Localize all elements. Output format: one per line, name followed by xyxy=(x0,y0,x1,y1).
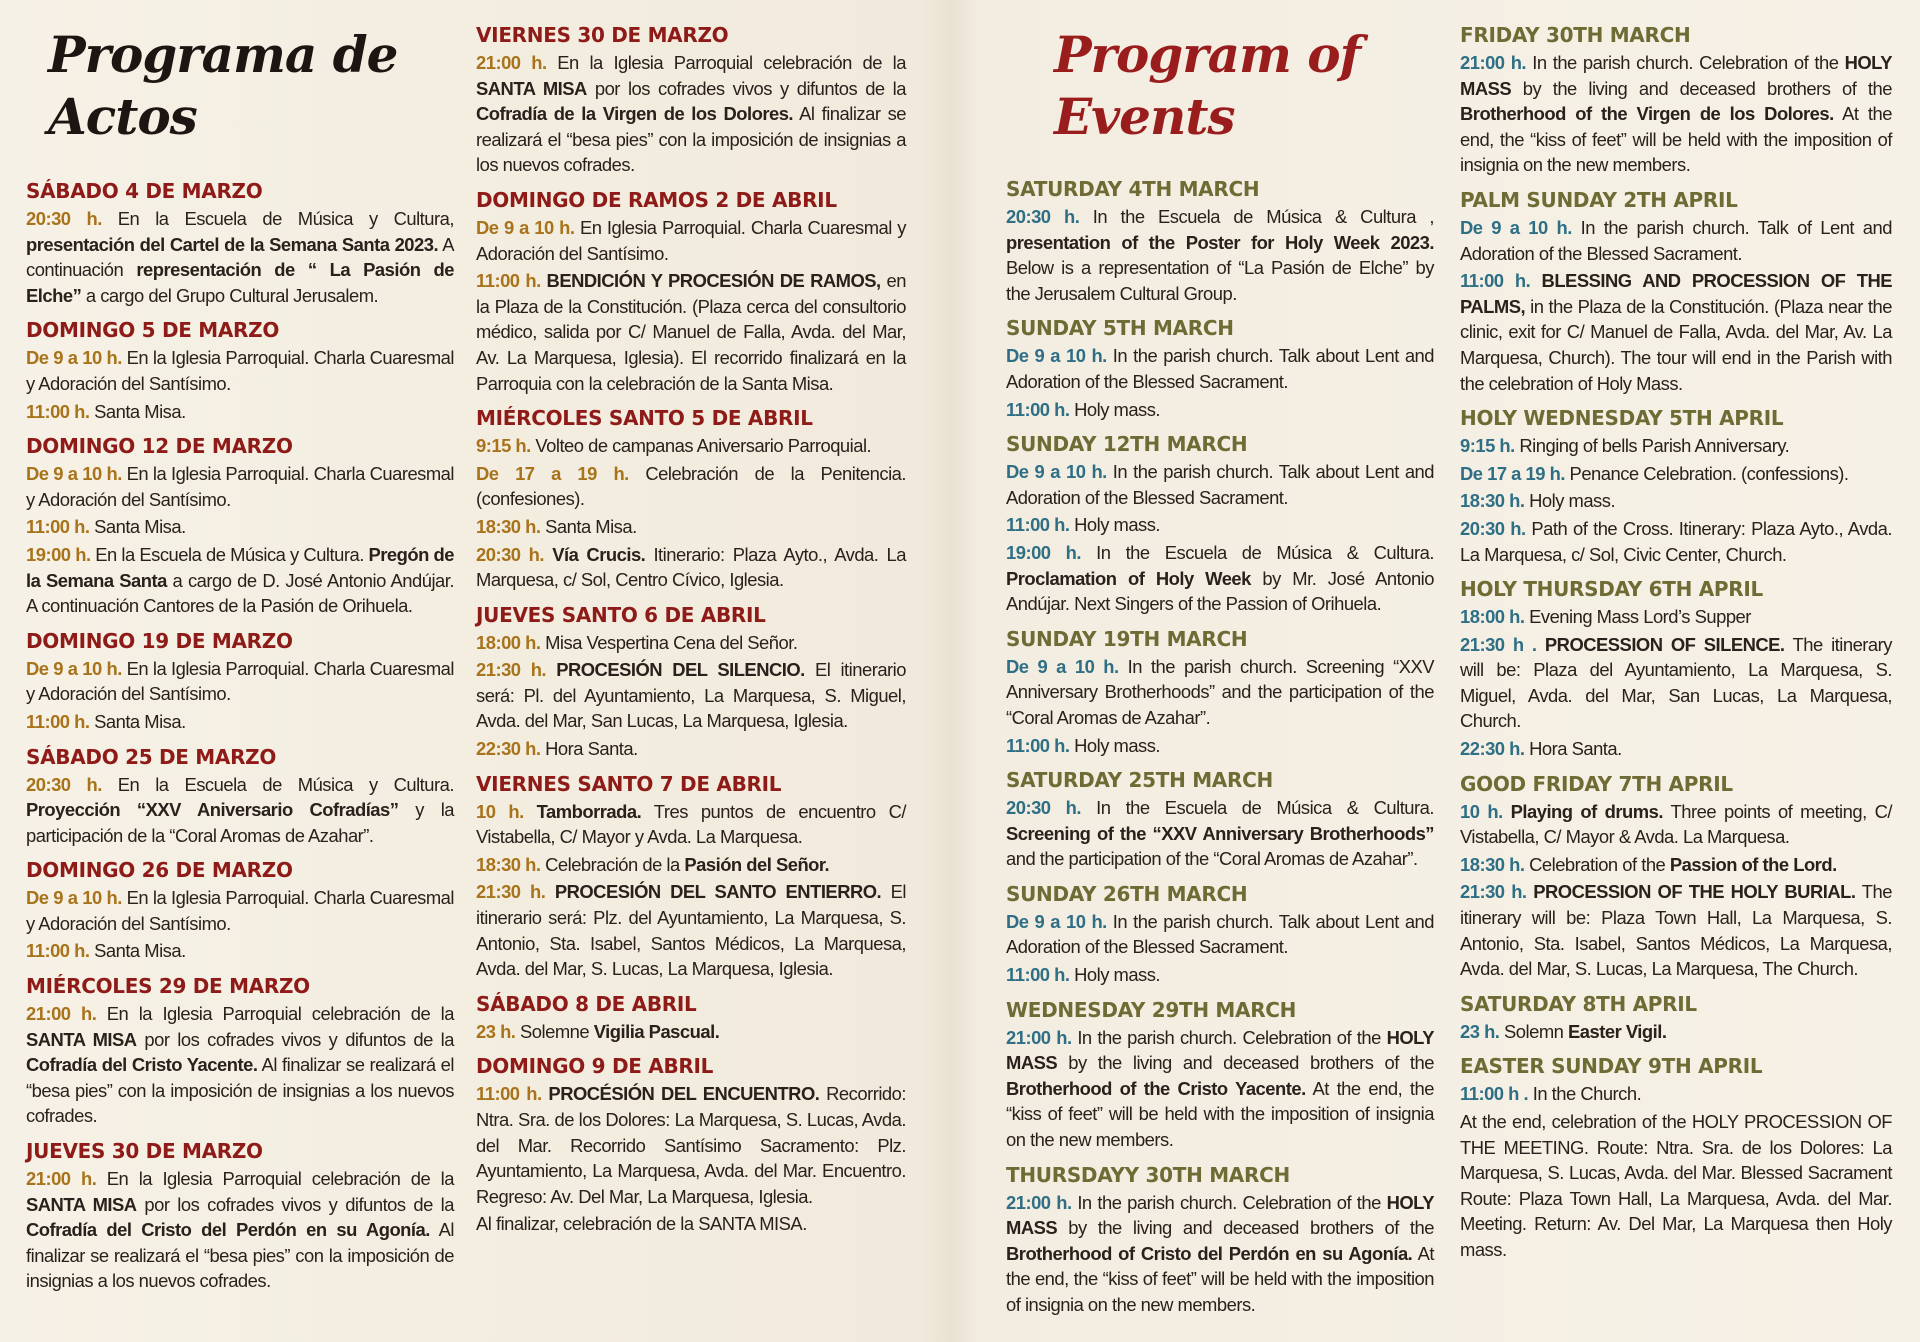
event-text: por los cofrades vivos y difuntos de la xyxy=(586,77,906,99)
event-text: a cargo del Grupo Cultural Jerusalem. xyxy=(81,284,379,306)
event-item xyxy=(476,879,906,981)
event-time: 21:30 h. xyxy=(1460,881,1527,903)
event-item xyxy=(26,938,454,964)
event-time: 20:30 h. xyxy=(1006,206,1080,227)
event-highlight-text: HOLY MASS xyxy=(1460,52,1892,99)
event-highlight-text: PROCESIÓN DEL SILENCIO. xyxy=(556,659,805,681)
event-time: 20:30 h. xyxy=(26,773,102,795)
event-block xyxy=(476,187,906,396)
event-item xyxy=(1460,215,1892,266)
event-time: 19:00 h. xyxy=(26,543,91,565)
spanish-title: Programa de Actos xyxy=(48,25,398,146)
event-item xyxy=(476,50,906,178)
event-item xyxy=(26,206,454,308)
event-item xyxy=(1460,604,1892,630)
event-text: Below is a representation of “La Pasión de Elche” by the Jerusalem Cultural Group. xyxy=(1006,257,1434,304)
event-day-heading: SATURDAY 8TH APRIL xyxy=(1460,991,1697,1016)
event-time: 11:00 h. xyxy=(26,400,90,422)
event-item xyxy=(1006,343,1434,394)
event-text: At the end, the “kiss of feet” will be held with the imposition of insignia on the new members. xyxy=(1460,103,1892,176)
event-item xyxy=(26,399,454,425)
event-time: 9:15 h. xyxy=(476,435,531,457)
event-highlight-text: Easter Vigil. xyxy=(1568,1020,1667,1042)
event-highlight-text: BENDICIÓN Y PROCESIÓN DE RAMOS, xyxy=(546,270,881,292)
event-time: 11:00 h. xyxy=(26,940,90,962)
event-item xyxy=(476,542,906,593)
event-text: In the Escuela de Música & Cultura. xyxy=(1081,797,1434,819)
event-text: The itinerary will be: Plaza del Ayuntamiento, La Marquesa, S. Miguel, Avda. del Mar, San Lucas, La Marquesa, Church. xyxy=(1460,633,1892,732)
event-text: Santa Misa. xyxy=(89,710,186,732)
event-highlight-text: Pregón de la Semana Santa xyxy=(26,543,454,591)
event-text: At the end, celebration of the HOLY PROCESSION OF THE MEETING. Route: Ntra. Sra. de los Dolores: La Marquesa, S. Lucas, Avda. del Mar. Blessed Sacrament Route: Plaza Town Hall, La Marquesa, Avda. del Mar. Meeting. Return: Av. Del Mar, La Marquesa then Holy mass. xyxy=(1460,1111,1892,1260)
event-text: En la Escuela de Música y Cultura. xyxy=(101,773,454,795)
event-highlight-text: Vigilia Pascual. xyxy=(593,1020,720,1042)
event-block xyxy=(1006,176,1434,306)
event-block xyxy=(26,433,454,619)
event-time: 18:00 h. xyxy=(476,631,541,653)
event-item xyxy=(26,1001,454,1129)
event-time: De 9 a 10 h. xyxy=(26,347,122,369)
event-day-heading: JUEVES 30 DE MARZO xyxy=(26,1139,263,1164)
event-time: 18:30 h. xyxy=(476,515,541,537)
event-item xyxy=(1460,736,1892,762)
event-highlight-text: PROCESSION OF SILENCE. xyxy=(1544,633,1785,655)
event-text: En la Iglesia Parroquial. Charla Cuaresmal y Adoración del Santísimo. xyxy=(26,347,454,394)
event-time: De 9 a 10 h. xyxy=(26,657,122,679)
event-day-heading: SUNDAY 26TH MARCH xyxy=(1006,881,1248,906)
event-text: a cargo de D. José Antonio Andújar. A continuación Cantores de la Pasión de Orihuela. xyxy=(26,569,454,617)
event-text: Three points of meeting, C/ Vistabella, C/ Mayor & Avda. La Marquesa. xyxy=(1460,800,1892,848)
event-text: At the end, the “kiss of feet” will be held with the imposition of insignia on the new members. xyxy=(1006,1242,1434,1315)
event-highlight-text: BLESSING AND PROCESSION OF THE PALMS, xyxy=(1460,270,1892,317)
event-block xyxy=(1006,767,1434,872)
event-text xyxy=(1537,634,1545,655)
event-time: De 9 a 10 h. xyxy=(26,887,122,909)
event-item xyxy=(26,461,454,512)
event-block xyxy=(1460,22,1892,178)
event-text: Celebration of the xyxy=(1524,853,1670,875)
event-highlight-text: Pasión del Señor. xyxy=(684,853,830,875)
english-column-2 xyxy=(1460,22,1892,1272)
english-title: Program of Events xyxy=(1054,25,1361,146)
event-item xyxy=(476,1081,906,1209)
event-text: por los cofrades vivos y difuntos de la xyxy=(136,1193,454,1215)
event-time: 11:00 h. xyxy=(476,1083,542,1105)
event-text: Holy mass. xyxy=(1069,514,1161,536)
event-time: 18:30 h. xyxy=(1460,490,1525,512)
event-text: In the parish church. Celebration of the xyxy=(1071,1191,1387,1213)
event-time: 11:00 h. xyxy=(26,710,90,732)
event-text: El itinerario será: Pl. del Ayuntamiento, La Marquesa, S. Miguel, Avda. del Mar, San Lucas, La Marquesa, Iglesia. xyxy=(476,659,906,732)
event-item xyxy=(1460,488,1892,514)
event-highlight-text: HOLY MASS xyxy=(1006,1026,1434,1074)
event-highlight-text: Cofradía de la Virgen de los Dolores. xyxy=(476,103,794,125)
event-text: by the living and deceased brothers of the xyxy=(1057,1217,1434,1239)
event-text: Celebración de la Penitencia. (confesiones). xyxy=(476,462,906,510)
event-block xyxy=(26,317,454,424)
event-item xyxy=(1460,1019,1892,1045)
event-block xyxy=(1006,1162,1434,1318)
event-text: Al finalizar se realizará el “besa pies” con la imposición de insignias a los nuevos cofrades. xyxy=(26,1054,454,1127)
event-day-heading: SUNDAY 12TH MARCH xyxy=(1006,432,1248,457)
event-text: y la participación de la “Coral Aromas de Azahar”. xyxy=(26,799,455,846)
event-text: El itinerario será: Plz. del Ayuntamiento, La Marquesa, S. Antonio, Sta. Isabel, Santos Médicos, La Marquesa, Avda. del Mar, S. Lucas, La Marquesa, Iglesia. xyxy=(476,881,906,980)
event-time: De 9 a 10 h. xyxy=(1006,910,1107,932)
event-time: 19:00 h. xyxy=(1006,541,1081,563)
event-time: 9:15 h. xyxy=(1460,435,1515,457)
event-item xyxy=(26,772,454,849)
event-text: En la Iglesia Parroquial. Charla Cuaresmal y Adoración del Santísimo. xyxy=(26,463,454,510)
event-text: by the living and deceased brothers of the xyxy=(1511,77,1892,99)
event-block xyxy=(1006,997,1434,1153)
event-text: At the end, the “kiss of feet” will be held with the imposition of insignia on the new members. xyxy=(1006,1077,1434,1151)
event-item xyxy=(26,885,454,936)
event-text: In the parish church. Talk about Lent and Adoration of the Blessed Sacrament. xyxy=(1006,345,1435,392)
event-item xyxy=(476,514,906,540)
event-item xyxy=(1460,461,1892,487)
event-text: Evening Mass Lord’s Supper xyxy=(1524,606,1751,628)
event-time: De 9 a 10 h. xyxy=(1006,461,1107,483)
event-item xyxy=(476,461,906,512)
event-item xyxy=(1460,1081,1892,1107)
event-block xyxy=(476,991,906,1045)
event-item xyxy=(1006,459,1434,510)
event-block xyxy=(1006,626,1434,758)
event-time: 18:30 h. xyxy=(1460,853,1525,875)
event-time: De 9 a 10 h. xyxy=(1460,216,1572,238)
event-text: In the Church. xyxy=(1528,1083,1642,1105)
event-item xyxy=(1006,512,1434,538)
event-item xyxy=(1006,204,1434,306)
event-text: Santa Misa. xyxy=(89,940,186,962)
event-item xyxy=(1460,50,1892,178)
event-text: Path of the Cross. Itinerary: Plaza Ayto., Avda. La Marquesa, c/ Sol, Civic Center, Church. xyxy=(1460,517,1892,565)
event-time: 11:00 h. xyxy=(476,270,541,292)
event-text: Penance Celebration. (confessions). xyxy=(1564,462,1849,484)
event-highlight-text: PROCESIÓN DEL SANTO ENTIERRO. xyxy=(554,881,882,903)
event-day-heading: SUNDAY 5TH MARCH xyxy=(1006,316,1234,341)
event-text: En Iglesia Parroquial. Charla Cuaresmal y Adoración del Santísimo. xyxy=(476,216,907,264)
event-text: En la Escuela de Música y Cultura, xyxy=(101,208,454,229)
event-item xyxy=(1006,962,1434,988)
event-time: 23 h. xyxy=(476,1020,516,1042)
event-time: 21:30 h . xyxy=(1460,633,1537,655)
event-time: 21:30 h. xyxy=(476,881,546,903)
event-text: por los cofrades vivos y difuntos de la xyxy=(136,1028,454,1050)
event-item xyxy=(1460,1109,1892,1263)
event-day-heading: EASTER SUNDAY 9TH APRIL xyxy=(1460,1054,1763,1079)
event-item xyxy=(476,736,906,762)
event-time: 23 h. xyxy=(1460,1020,1500,1042)
event-time: 21:00 h. xyxy=(26,1168,97,1190)
event-text: Holy mass. xyxy=(1069,964,1161,986)
event-item xyxy=(1006,1190,1434,1318)
event-time: 21:00 h. xyxy=(1460,52,1527,73)
event-time: De 17 a 19 h. xyxy=(1460,462,1565,484)
event-time: 22:30 h. xyxy=(476,738,541,760)
event-text: Holy mass. xyxy=(1069,398,1161,420)
event-item xyxy=(1460,268,1892,396)
event-day-heading: DOMINGO DE RAMOS 2 DE ABRIL xyxy=(476,187,837,212)
event-day-heading: HOLY THURSDAY 6TH APRIL xyxy=(1460,577,1763,602)
event-time: 11:00 h. xyxy=(1006,734,1070,756)
event-time: 18:00 h. xyxy=(1460,606,1525,628)
event-text: in the Plaza de la Constitución. (Plaza near the clinic, exit for C/ Manuel de Falla, Avda. del Mar, Av. La Marquesa, Church). The tour will end in the Parish with the celebration of Holy Mass. xyxy=(1460,295,1892,394)
event-item xyxy=(1460,799,1892,850)
event-item xyxy=(26,656,454,707)
event-text xyxy=(1503,801,1511,822)
event-item xyxy=(26,709,454,735)
event-text: En la Iglesia Parroquial. Charla Cuaresmal y Adoración del Santísimo. xyxy=(26,887,454,934)
event-time: 21:30 h. xyxy=(476,659,547,681)
event-item xyxy=(476,799,906,850)
event-highlight-text: Cofradía del Cristo Yacente. xyxy=(26,1054,258,1076)
event-item xyxy=(1460,632,1892,734)
event-highlight-text: presentation of the Poster for Holy Week 2023. xyxy=(1006,231,1434,253)
event-block xyxy=(1460,187,1892,396)
event-item xyxy=(26,345,454,396)
event-item xyxy=(1460,852,1892,878)
event-highlight-text: PROCESSION OF THE HOLY BURIAL. xyxy=(1533,881,1856,903)
event-block xyxy=(1006,881,1434,988)
event-item xyxy=(26,1166,454,1294)
event-day-heading: FRIDAY 30TH MARCH xyxy=(1460,23,1691,47)
event-time: 20:30 h. xyxy=(1460,517,1526,539)
event-day-heading: THURSDAYY 30TH MARCH xyxy=(1006,1162,1290,1187)
event-time: 11:00 h. xyxy=(1006,398,1070,420)
event-day-heading: DOMINGO 5 DE MARZO xyxy=(26,318,280,343)
event-item xyxy=(476,215,906,266)
event-time: 21:00 h. xyxy=(1006,1191,1072,1213)
event-text: Solemne xyxy=(515,1020,594,1042)
event-text xyxy=(524,801,537,822)
event-item xyxy=(1006,1025,1434,1153)
event-block xyxy=(476,602,906,762)
event-time: De 17 a 19 h. xyxy=(476,462,629,484)
event-text: Celebración de la xyxy=(540,853,685,875)
event-text: Itinerario: Plaza Ayto., Avda. La Marquesa, c/ Sol, Centro Cívico, Iglesia. xyxy=(476,543,906,591)
event-text: Hora Santa. xyxy=(540,738,638,760)
event-time: 20:30 h. xyxy=(26,208,102,229)
event-day-heading: PALM SUNDAY 2TH APRIL xyxy=(1460,187,1738,212)
event-item xyxy=(476,852,906,878)
event-text xyxy=(546,659,556,680)
event-block xyxy=(476,405,906,593)
event-day-heading: JUEVES SANTO 6 DE ABRIL xyxy=(476,602,766,627)
event-highlight-text: Proclamation of Holy Week xyxy=(1006,567,1251,589)
event-block xyxy=(1006,431,1434,617)
event-time: 22:30 h. xyxy=(1460,738,1525,760)
event-item xyxy=(476,657,906,734)
event-time: 11:00 h . xyxy=(1460,1083,1529,1105)
event-highlight-text: PROCÉSIÓN DEL ENCUENTRO. xyxy=(548,1083,820,1105)
event-text: Tres puntos de encuentro C/ Vistabella, C/ Mayor y Avda. La Marquesa. xyxy=(476,800,906,848)
event-block xyxy=(1460,771,1892,982)
event-text: Holy mass. xyxy=(1069,734,1161,756)
event-text: Al finalizar, celebración de la SANTA MISA. xyxy=(476,1213,807,1235)
event-text: Misa Vespertina Cena del Señor. xyxy=(540,631,798,653)
event-block xyxy=(476,22,906,178)
event-item xyxy=(476,433,906,459)
event-time: 18:30 h. xyxy=(476,853,541,875)
event-item xyxy=(476,1019,906,1045)
event-highlight-text: SANTA MISA xyxy=(26,1193,137,1215)
event-day-heading: MIÉRCOLES 29 DE MARZO xyxy=(26,974,310,999)
event-block xyxy=(26,857,454,964)
event-day-heading: HOLY WEDNESDAY 5TH APRIL xyxy=(1460,406,1784,431)
event-item xyxy=(1460,516,1892,567)
event-text: In the parish church. Talk about Lent and Adoration of the Blessed Sacrament. xyxy=(1006,461,1435,508)
event-day-heading: DOMINGO 26 DE MARZO xyxy=(26,858,293,883)
event-block xyxy=(1460,405,1892,567)
event-text: The itinerary will be: Plaza Town Hall, La Marquesa, S. Antonio, Sta. Isabel, Santos Médicos, La Marquesa, Avda. del Mar, S. Lucas, La Marquesa, The Church. xyxy=(1460,881,1892,980)
event-highlight-text: presentación del Cartel de la Semana Santa 2023. xyxy=(26,233,439,255)
event-item xyxy=(1006,733,1434,759)
event-text: A continuación xyxy=(26,233,454,281)
event-time: 20:30 h. xyxy=(1006,797,1081,819)
event-time: 21:00 h. xyxy=(476,52,547,73)
event-text xyxy=(545,881,554,902)
event-highlight-text: Brotherhood of Cristo del Perdón en su Agonía. xyxy=(1006,1242,1413,1264)
event-day-heading: VIERNES 30 DE MARZO xyxy=(476,23,729,47)
event-block xyxy=(26,1138,454,1294)
event-text: In the Escuela de Música & Cultura , xyxy=(1079,206,1434,227)
event-text: In the parish church. Celebration of the xyxy=(1071,1026,1387,1048)
event-highlight-text: SANTA MISA xyxy=(26,1028,137,1050)
event-text: Solemn xyxy=(1499,1020,1568,1042)
event-time: De 9 a 10 h. xyxy=(1006,345,1107,367)
event-highlight-text: Vía Crucis. xyxy=(552,543,646,565)
event-item xyxy=(26,514,454,540)
event-text: In the Escuela de Música & Cultura. xyxy=(1081,541,1434,563)
event-highlight-text: Playing of drums. xyxy=(1510,800,1663,822)
event-highlight-text: SANTA MISA xyxy=(476,77,587,99)
event-text xyxy=(544,544,552,565)
event-item xyxy=(1006,540,1434,617)
event-block xyxy=(1006,315,1434,422)
event-time: 10 h. xyxy=(476,800,524,822)
event-text: Al finalizar se realizará el “besa pies” con la imposición de insignias a los nuevos cofrades. xyxy=(26,1219,454,1292)
event-highlight-text: Screening of the “XXV Anniversary Brotherhoods” xyxy=(1006,822,1434,844)
event-time: 11:00 h. xyxy=(26,516,90,538)
event-time: 11:00 h. xyxy=(1460,270,1531,292)
event-item xyxy=(1006,795,1434,872)
event-block xyxy=(26,628,454,735)
event-item xyxy=(1460,879,1892,981)
event-text: Al finalizar se realizará el “besa pies” con la imposición de insignias a los nuevos cofrades. xyxy=(476,103,906,176)
event-block xyxy=(476,1053,906,1237)
event-item xyxy=(1460,433,1892,459)
event-item xyxy=(26,542,454,619)
event-item xyxy=(476,268,906,396)
event-block xyxy=(1460,576,1892,762)
event-text: Santa Misa. xyxy=(540,515,637,537)
event-text: Holy mass. xyxy=(1524,490,1616,512)
event-item xyxy=(476,630,906,656)
english-column-1 xyxy=(1006,22,1434,1327)
event-text: In the parish church. Celebration of the xyxy=(1526,52,1845,73)
event-time: 21:00 h. xyxy=(1006,1026,1072,1048)
event-text: and the participation of the “Coral Aromas de Azahar”. xyxy=(1006,848,1418,870)
event-time: De 9 a 10 h. xyxy=(476,216,575,238)
event-text: En la Iglesia Parroquial celebración de la xyxy=(96,1003,454,1025)
event-text: en la Plaza de la Constitución. (Plaza cerca del consultorio médico, salida por C/ Manuel de Falla, Avda. del Mar, Av. La Marquesa, Iglesia). El recorrido finalizará en la Parroquia con la celebración de la Santa Misa. xyxy=(476,270,906,394)
event-day-heading: SATURDAY 25TH MARCH xyxy=(1006,768,1273,793)
event-highlight-text: Proyección “XXV Aniversario Cofradías” xyxy=(26,799,399,821)
event-block xyxy=(1460,991,1892,1045)
event-block xyxy=(26,178,454,308)
event-text: by the living and deceased brothers of the xyxy=(1057,1052,1434,1074)
event-text: En la Iglesia Parroquial celebración de la xyxy=(546,52,906,73)
event-day-heading: MIÉRCOLES SANTO 5 DE ABRIL xyxy=(476,406,813,431)
event-block xyxy=(26,744,454,849)
event-highlight-text: Cofradía del Cristo del Perdón en su Agonía. xyxy=(26,1219,430,1241)
event-text: In the parish church. Screening “XXV Anniversary Brotherhoods” and the participation of the “Coral Aromas de Azahar”. xyxy=(1006,655,1434,728)
event-highlight-text: Passion of the Lord. xyxy=(1669,853,1837,875)
event-highlight-text: Brotherhood of the Virgen de los Dolores. xyxy=(1460,103,1834,125)
event-day-heading: DOMINGO 19 DE MARZO xyxy=(26,628,293,653)
event-item xyxy=(1006,397,1434,423)
event-day-heading: SATURDAY 4TH MARCH xyxy=(1006,177,1260,201)
event-text: En la Iglesia Parroquial. Charla Cuaresmal y Adoración del Santísimo. xyxy=(26,657,454,705)
event-text: Recorrido: Ntra. Sra. de los Dolores: La Marquesa, S. Lucas, Avda. del Mar. Recorrido Santísimo Sacramento: Plz. Ayuntamiento, La Marquesa, Avda. del Mar. Encuentro. Regreso: Av. Del Mar, La Marquesa, Iglesia. xyxy=(476,1083,906,1207)
event-day-heading: SÁBADO 8 DE ABRIL xyxy=(476,991,697,1016)
event-day-heading: VIERNES SANTO 7 DE ABRIL xyxy=(476,771,782,796)
event-time: 10 h. xyxy=(1460,800,1503,822)
event-time: 21:00 h. xyxy=(26,1003,97,1025)
spanish-column-1 xyxy=(26,22,454,1303)
event-text: In the parish church. Talk of Lent and Adoration of the Blessed Sacrament. xyxy=(1460,216,1892,264)
spanish-column-2 xyxy=(476,22,906,1246)
event-time: De 9 a 10 h. xyxy=(1006,655,1119,677)
event-highlight-text: Tamborrada. xyxy=(536,800,642,822)
event-item xyxy=(1006,654,1434,731)
event-highlight-text: HOLY MASS xyxy=(1006,1191,1434,1239)
event-text xyxy=(1530,270,1541,291)
event-text: by Mr. José Antonio Andújar. Next Singers of the Passion of Orihuela. xyxy=(1006,567,1434,615)
event-time: 20:30 h. xyxy=(476,543,545,565)
event-text: In the parish church. Talk about Lent and Adoration of the Blessed Sacrament. xyxy=(1006,910,1435,958)
event-text: En la Iglesia Parroquial celebración de la xyxy=(96,1168,454,1190)
event-day-heading: SUNDAY 19TH MARCH xyxy=(1006,626,1248,651)
event-day-heading: SÁBADO 25 DE MARZO xyxy=(26,744,277,769)
event-text: Hora Santa. xyxy=(1524,738,1622,760)
event-time: 11:00 h. xyxy=(1006,964,1070,986)
event-day-heading: GOOD FRIDAY 7TH APRIL xyxy=(1460,771,1733,796)
event-day-heading: DOMINGO 9 DE ABRIL xyxy=(476,1054,714,1079)
event-highlight-text: Brotherhood of the Cristo Yacente. xyxy=(1006,1077,1306,1099)
event-text: En la Escuela de Música y Cultura. xyxy=(90,543,369,565)
event-block xyxy=(1460,1053,1892,1262)
event-day-heading: SÁBADO 4 DE MARZO xyxy=(26,179,263,203)
event-block xyxy=(476,771,906,982)
event-time: De 9 a 10 h. xyxy=(26,463,122,485)
event-item xyxy=(1006,909,1434,960)
event-block xyxy=(26,973,454,1129)
event-day-heading: WEDNESDAY 29TH MARCH xyxy=(1006,997,1297,1022)
event-text: Ringing of bells Parish Anniversary. xyxy=(1514,435,1790,457)
event-text: Volteo de campanas Aniversario Parroquial. xyxy=(530,435,872,457)
event-text: Santa Misa. xyxy=(89,400,186,422)
event-item xyxy=(476,1211,906,1237)
event-day-heading: DOMINGO 12 DE MARZO xyxy=(26,434,293,459)
event-time: 11:00 h. xyxy=(1006,514,1070,536)
event-highlight-text: representación de “ La Pasión de Elche” xyxy=(26,259,454,306)
event-text: Santa Misa. xyxy=(89,516,186,538)
